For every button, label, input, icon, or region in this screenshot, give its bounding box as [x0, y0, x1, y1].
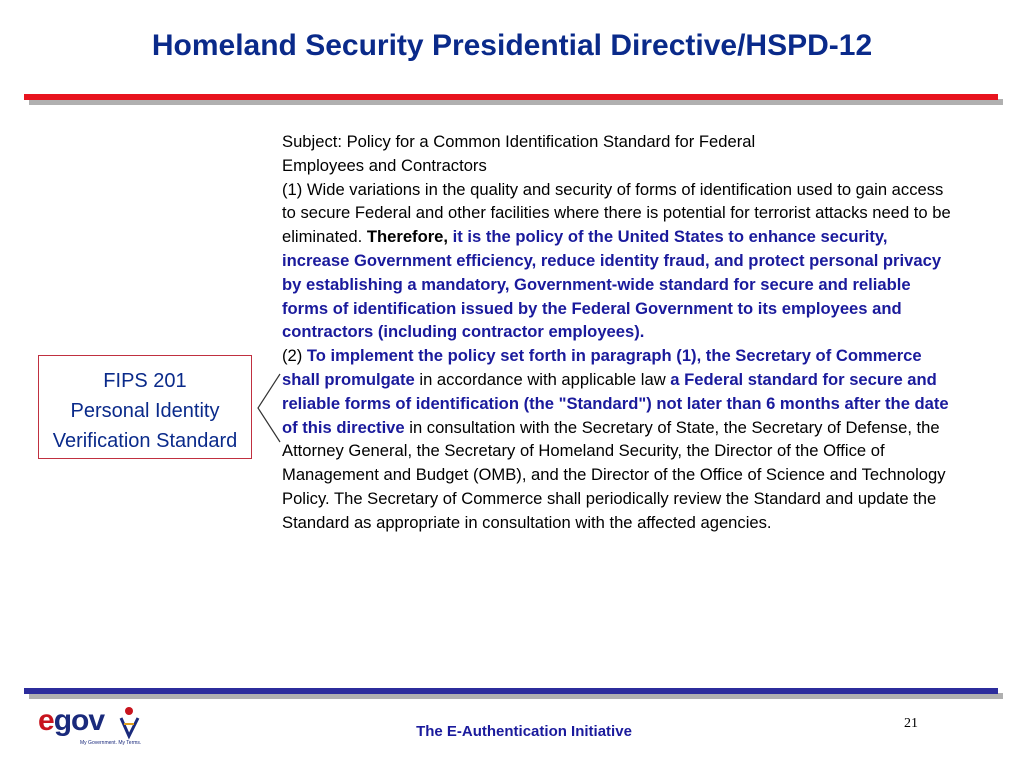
page-number: 21: [904, 716, 918, 731]
fips-201-box: [38, 355, 252, 459]
paragraph-1: [282, 178, 954, 345]
logo-tagline: My Government. My Terms.: [80, 740, 142, 746]
fips-line-1: FIPS 201: [103, 370, 187, 392]
subject-heading: [282, 130, 954, 178]
logo-gov: gov: [53, 704, 105, 737]
footer-initiative-label: The E-Authentication Initiative: [416, 723, 632, 740]
slide-title: Homeland Security Presidential Directive/HSPD-12: [151, 29, 873, 62]
p2-plain-1: in accordance with applicable law: [414, 369, 671, 389]
paragraph-2: [282, 344, 954, 534]
subject-line-1: Subject: Policy for a Common Identification Standard for Federal: [282, 132, 756, 151]
bracket-connector-icon: [254, 372, 282, 444]
directive-text: [282, 130, 954, 535]
p2-bold-1: To implement the policy set forth in paragraph (1), the Secretary of Commerce shall promulgate: [282, 346, 922, 389]
subject-line-2: Employees and Contractors: [282, 155, 487, 175]
p1-policy: it is the policy of the United States to enhance security, increase Government efficiency, reduce identity fraud, and protect personal privacy by establishing a mandatory, Government-wide standard for secure and reliable forms of identification issued by the Federal Government to its employees and contractors (including contractor employees).: [282, 227, 942, 342]
p1-plain: (1) Wide variations in the quality and security of forms of identification used to gain access to secure Federal and other facilities where there is potential for terrorist attacks need to be eliminated.: [282, 179, 951, 247]
p2-plain-2: in consultation with the Secretary of State, the Secretary of Defense, the Attorney General, the Secretary of Homeland Security, the Director of the Office of Management and Budget (OMB), and the Director of the Office of Science and Technology Policy. The Secretary of Commerce shall periodically review the Standard and update the Standard as appropriate in consultation with the affected agencies.: [282, 417, 946, 532]
logo-e: e: [38, 704, 54, 737]
fips-line-3: Verification Standard: [52, 430, 238, 452]
p2-bold-2: a Federal standard for secure and reliable forms of identification (the "Standard") not later than 6 months after the date of this directive: [282, 369, 949, 437]
fips-line-2: Personal Identity: [70, 400, 220, 422]
top-divider-bar: [24, 94, 998, 100]
bottom-divider-bar: [24, 688, 998, 694]
p2-num: (2): [282, 346, 307, 366]
p1-therefore: Therefore,: [366, 227, 449, 247]
